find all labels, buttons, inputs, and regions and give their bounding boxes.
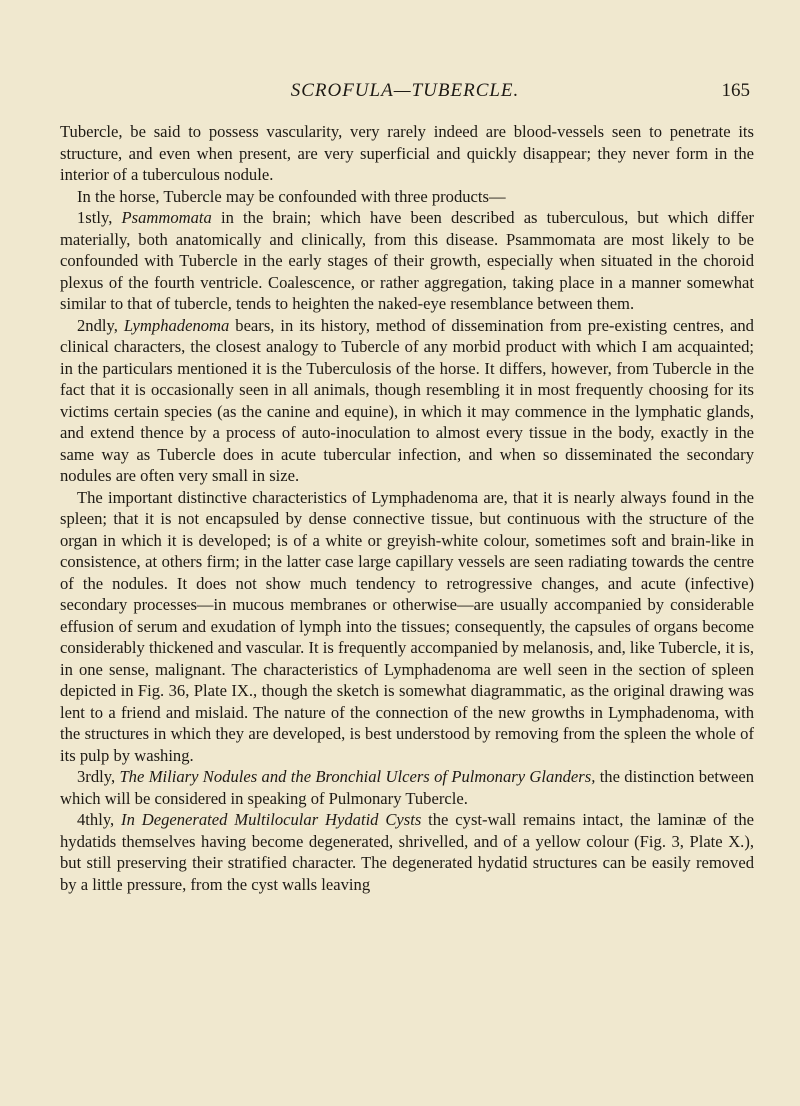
text-run: Tubercle, be said to possess vascularity, very rarely indeed are blood-vessels seen to penetrate its structure, and even when present, are very superficial and quickly disappear; they never form in the interior of a tuberculous nodule. (60, 122, 754, 184)
paragraph (60, 186, 754, 208)
text-run: bears, in its history, method of dissemination from pre-existing centres, and clinical characters, the closest analogy to Tubercle of any morbid product with which I am acquainted; in the particulars mentioned it is the Tuberculosis of the horse. It differs, however, from Tubercle in the fact that it is occasionally seen in all animals, though resembling it in most frequently choosing for its victims certain species (as the canine and equine), in which it may commence in the lymphatic glands, and extend thence by a process of auto-inoculation to almost every tissue in the body, exactly in the same way as Tubercle does in acute tubercular infection, and when so disseminated the secondary nodules are often very small in size. (60, 315, 754, 485)
text-run: in the brain; which have been described as tuberculous, but which differ materially, both anatomically and clinically, from this disease. Psammomata are most likely to be confounded with Tubercle in the early stages of their growth, especially when situated in the choroid plexus of the fourth ventricle. Coalescence, or rather aggregation, taking place in a manner somewhat similar to that of tubercle, tends to heighten the naked-eye resemblance between them. (60, 208, 754, 313)
italic-term: The Miliary Nodules and the Bronchial Ulcers of Pulmonary Glanders, (119, 767, 596, 786)
text-run: the distinction between which will be considered in speaking of Pulmonary Tubercle. (60, 767, 755, 808)
text-run: 4thly, (77, 810, 122, 829)
running-head: SCROFULA—TUBERCLE. (290, 80, 520, 101)
paragraph (60, 766, 754, 809)
italic-term: In Degenerated Multilocular Hydatid Cysts (121, 810, 422, 829)
text-run: 3rdly, (77, 767, 120, 786)
paragraph (60, 121, 754, 186)
text-run: the cyst-wall remains intact, the laminæ of the hydatids themselves having become degenerated, shrivelled, and of a yellow colour (Fig. 3, Plate X.), but still preserving their stratified character. The degenerated hydatid structures can be easily removed by a little pressure, from the cyst walls leaving (60, 810, 754, 894)
page-header (60, 80, 750, 104)
page-number: 165 (721, 80, 750, 101)
text-run: In the horse, Tubercle may be confounded with three products— (77, 186, 506, 206)
italic-term: Psammomata (121, 208, 212, 227)
text-run: 1stly, (77, 208, 122, 227)
body-text (60, 121, 754, 895)
paragraph (60, 809, 754, 895)
italic-term: Lymphadenoma (123, 315, 230, 335)
paragraph (60, 487, 754, 767)
paragraph (60, 207, 754, 315)
text-run: 2ndly, (77, 315, 124, 335)
paragraph (60, 315, 754, 487)
text-run: The important distinctive characteristics of Lymphadenoma are, that it is nearly always found in the spleen; that it is not encapsuled by dense connective tissue, but continuous with the structure of the organ in which it is developed; is of a white or greyish-white colour, sometimes soft and brain-like in consistence, at others firm; in the latter case large capillary vessels are seen radiating towards the centre of the nodules. It does not show much tendency to retrogressive changes, and acute (infective) secondary processes—in mucous membranes or otherwise—are usually accompanied by considerable effusion of serum and exudation of lymph into the tissues; consequently, the capsules of organs become considerably thickened and vascular. It is frequently accompanied by melanosis, and, like Tubercle, it is, in one sense, malignant. The characteristics of Lymphadenoma are well seen in the section of spleen depicted in Fig. 36, Plate IX., though the sketch is somewhat diagrammatic, as the original drawing was lent to a friend and mislaid. The nature of the connection of the new growths in Lymphadenoma, with the structures in which they are developed, is best understood by removing from the spleen the whole of its pulp by washing. (60, 487, 754, 765)
